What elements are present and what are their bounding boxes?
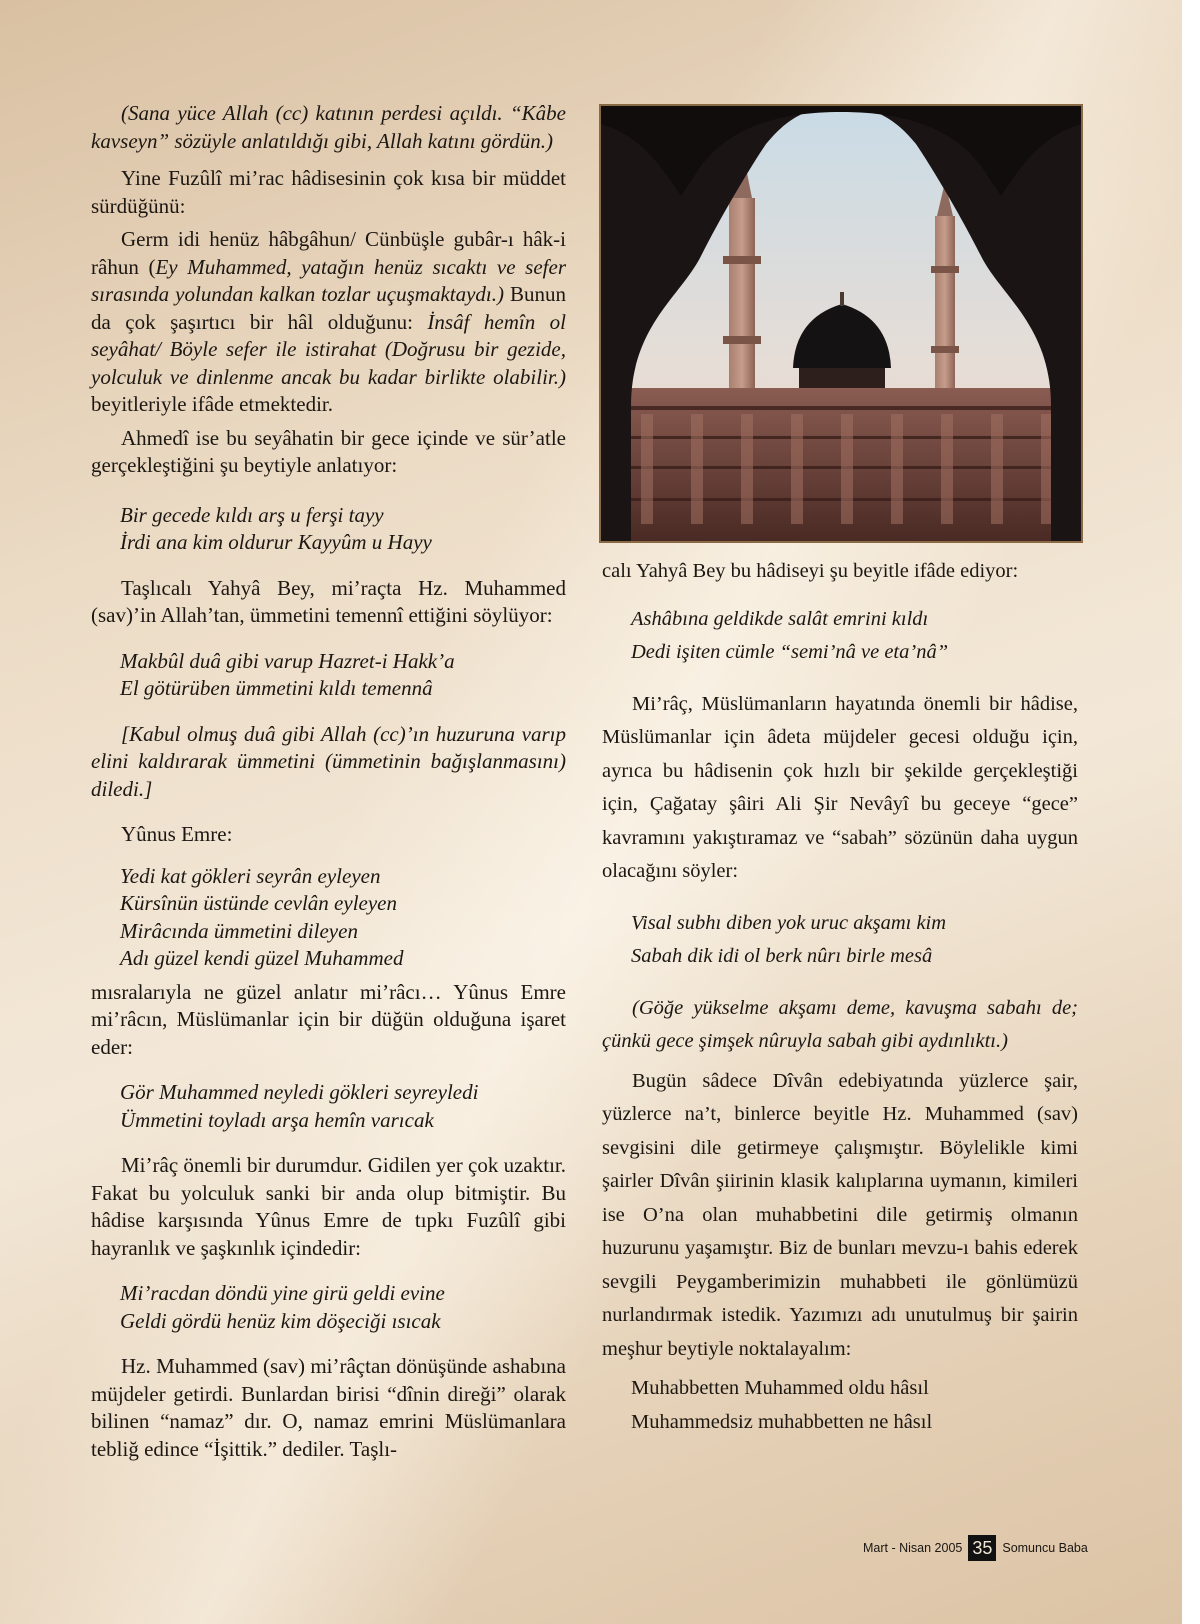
paragraph: calı Yahyâ Bey bu hâdiseyi şu beyitle ifâde ediyor: xyxy=(602,560,1019,582)
verse-line: Ümmetini toyladı arşa hemîn varıcak xyxy=(120,1107,434,1132)
paragraph: (Sana yüce Allah (cc) katının perdesi açıldı. “Kâbe kavseyn” sözüyle anlatıldığı gibi, Allah katını gördün.) xyxy=(91,101,566,153)
verse-line: Ashâbına geldikde salât emrini kıldı xyxy=(631,607,929,630)
magazine-name: Somuncu Baba xyxy=(1002,1541,1088,1555)
verse-line: El götürüben ümmetini kıldı temennâ xyxy=(120,676,433,700)
translation-paragraph: (Göğe yükselme akşamı deme, kavuşma sabahı de; çünkü gece şimşek nûruyla sabah gibi aydınlıktı.) xyxy=(602,996,1078,1052)
paragraph: Hz. Muhammed (sav) mi’râçtan dönüşünde ashabına müjdeler getirdi. Bunlardan birisi “dînin direği” olarak bilinen “namaz” dır. O, namaz emrini Müslümanlara tebliğ edince “İşittik.” dediler. Taşlı- xyxy=(91,1354,566,1461)
verse-block xyxy=(91,502,566,557)
verse-line: Yedi kat gökleri seyrân eyleyen xyxy=(120,863,381,888)
page-footer xyxy=(863,1534,1088,1562)
verse-line: Dedi işiten cümle “semi’nâ ve eta’nâ” xyxy=(631,641,949,663)
paragraph: Ahmedî ise bu seyâhatin bir gece içinde ve sür’atle gerçekleştiğini şu beytiyle anlatıyor: xyxy=(91,425,566,477)
verse-line: Geldi gördü henüz kim döşeciği ısıcak xyxy=(120,1308,441,1333)
paragraph: Bugün sâdece Dîvân edebiyatında yüzlerce şair, yüzlerce na’t, binlerce beyitle Hz. Muhammed (sav) sevgisini dile getirmeye çalışmıştır. Böylelikle kimi şairler Dîvân şiirinin klasik kalıplarına uymanın, kimileri ise O’na olan muhabbetini dile getirmiş olmanın huzurunu yaşamıştır. Biz de bunları mevzu-ı bahis ederek sevgili Peygamberimizin muhabbeti ile gönlümüzü nurlandırmak istedik. Yazımızı adı unutulmuş bir şairin meşhur beytiyle noktalayalım: xyxy=(602,1069,1078,1360)
paragraph: Yine Fuzûlî mi’rac hâdisesinin çok kısa bir müddet sürdüğünü: xyxy=(91,166,566,218)
page-number: 35 xyxy=(968,1535,996,1561)
verse-line: Mirâcında ümmetini dileyen xyxy=(120,918,358,943)
verse-block xyxy=(91,648,566,703)
issue-date: Mart - Nisan 2005 xyxy=(863,1541,963,1555)
verse-line: Adı güzel kendi güzel Muhammed xyxy=(120,946,404,970)
verse-line: Bir gecede kıldı arş u ferşi tayy xyxy=(120,502,384,527)
text-span: Bunun da çok şaşırtıcı bir hâl olduğunu: xyxy=(91,282,566,334)
verse-line: Sabah dik idi ol berk nûrı birle mesâ xyxy=(631,945,933,967)
verse-block xyxy=(91,1280,566,1335)
verse-line: Gör Muhammed neyledi gökleri seyreyledi xyxy=(120,1080,479,1104)
verse-block xyxy=(602,907,1078,974)
verse-line: Muhabbetten Muhammed oldu hâsıl xyxy=(631,1377,929,1399)
verse-line: Visal subhı diben yok uruc akşamı kim xyxy=(631,911,947,934)
verse-block xyxy=(91,863,566,973)
verse-line: Muhammedsiz muhabbetten ne hâsıl xyxy=(631,1410,933,1433)
verse-line: Kürsînün üstünde cevlân eyleyen xyxy=(120,891,397,915)
right-column xyxy=(602,555,1078,1439)
verse-quote: Germ idi henüz hâbgâhun/ Cünbüşle gubâr-ı hâk-i râhun ( xyxy=(91,227,566,279)
text-span: beyitleriyle ifâde etmektedir. xyxy=(91,392,333,416)
verse-translation: Ey Muhammed, yatağın henüz sıcaktı ve sefer sırasında yolundan kalkan tozlar uçuşmaktaydı.) xyxy=(91,254,566,306)
paragraph: mısralarıyla ne güzel anlatır mi’râcı… Yûnus Emre mi’râcın, Müslümanlar için bir düğün olduğuna işaret eder: xyxy=(91,979,566,1059)
verse-line: Mi’racdan döndü yine girü geldi evine xyxy=(120,1281,445,1305)
verse-line: İrdi ana kim oldurur Kayyûm u Hayy xyxy=(120,530,432,554)
verse-line: Makbûl duâ gibi varup Hazret-i Hakk’a xyxy=(120,648,455,673)
paragraph: Yûnus Emre: xyxy=(121,822,233,846)
paragraph xyxy=(91,226,566,419)
verse-block xyxy=(602,1372,1078,1439)
left-column xyxy=(91,100,566,1463)
paragraph: Mi’râç önemli bir durumdur. Gidilen yer çok uzaktır. Fakat bu yolculuk sanki bir anda olup bitmiştir. Bu hâdise karşısında Yûnus Emre de tıpkı Fuzûlî gibi hayranlık ve şaşkınlık içindedir: xyxy=(91,1153,566,1260)
mosque-photo xyxy=(599,104,1083,543)
paragraph: Mi’râç, Müslümanların hayatında önemli bir hâdise, Müslümanlar için âdeta müjdeler gecesi olduğu için, ayrıca bu hâdisenin çok hızlı bir şekilde gerçekleştiği için, Çağatay şâiri Ali Şir Nevâyî bu geceye “gece” kavramını yakıştıramaz ve “sabah” sözünün daha uygun olacağını söyler: xyxy=(602,692,1078,882)
translation-paragraph: [Kabul olmuş duâ gibi Allah (cc)’ın huzuruna varıp elini kaldırarak ümmetini (ümmetinin bağışlanmasını) diledi.] xyxy=(91,721,566,801)
paragraph: Taşlıcalı Yahyâ Bey, mi’raçta Hz. Muhammed (sav)’in Allah’tan, ümmetini temennî ettiğini söylüyor: xyxy=(91,575,566,627)
verse-quote: İnsâf hemîn ol seyâhat/ Böyle sefer ile istirahat (Doğrusu bir gezide, yolculuk ve dinlenme ancak bu kadar birlikte olabilir.) xyxy=(91,309,566,389)
verse-block xyxy=(91,1079,566,1134)
verse-block xyxy=(602,603,1078,670)
mosque-illustration xyxy=(601,106,1081,541)
